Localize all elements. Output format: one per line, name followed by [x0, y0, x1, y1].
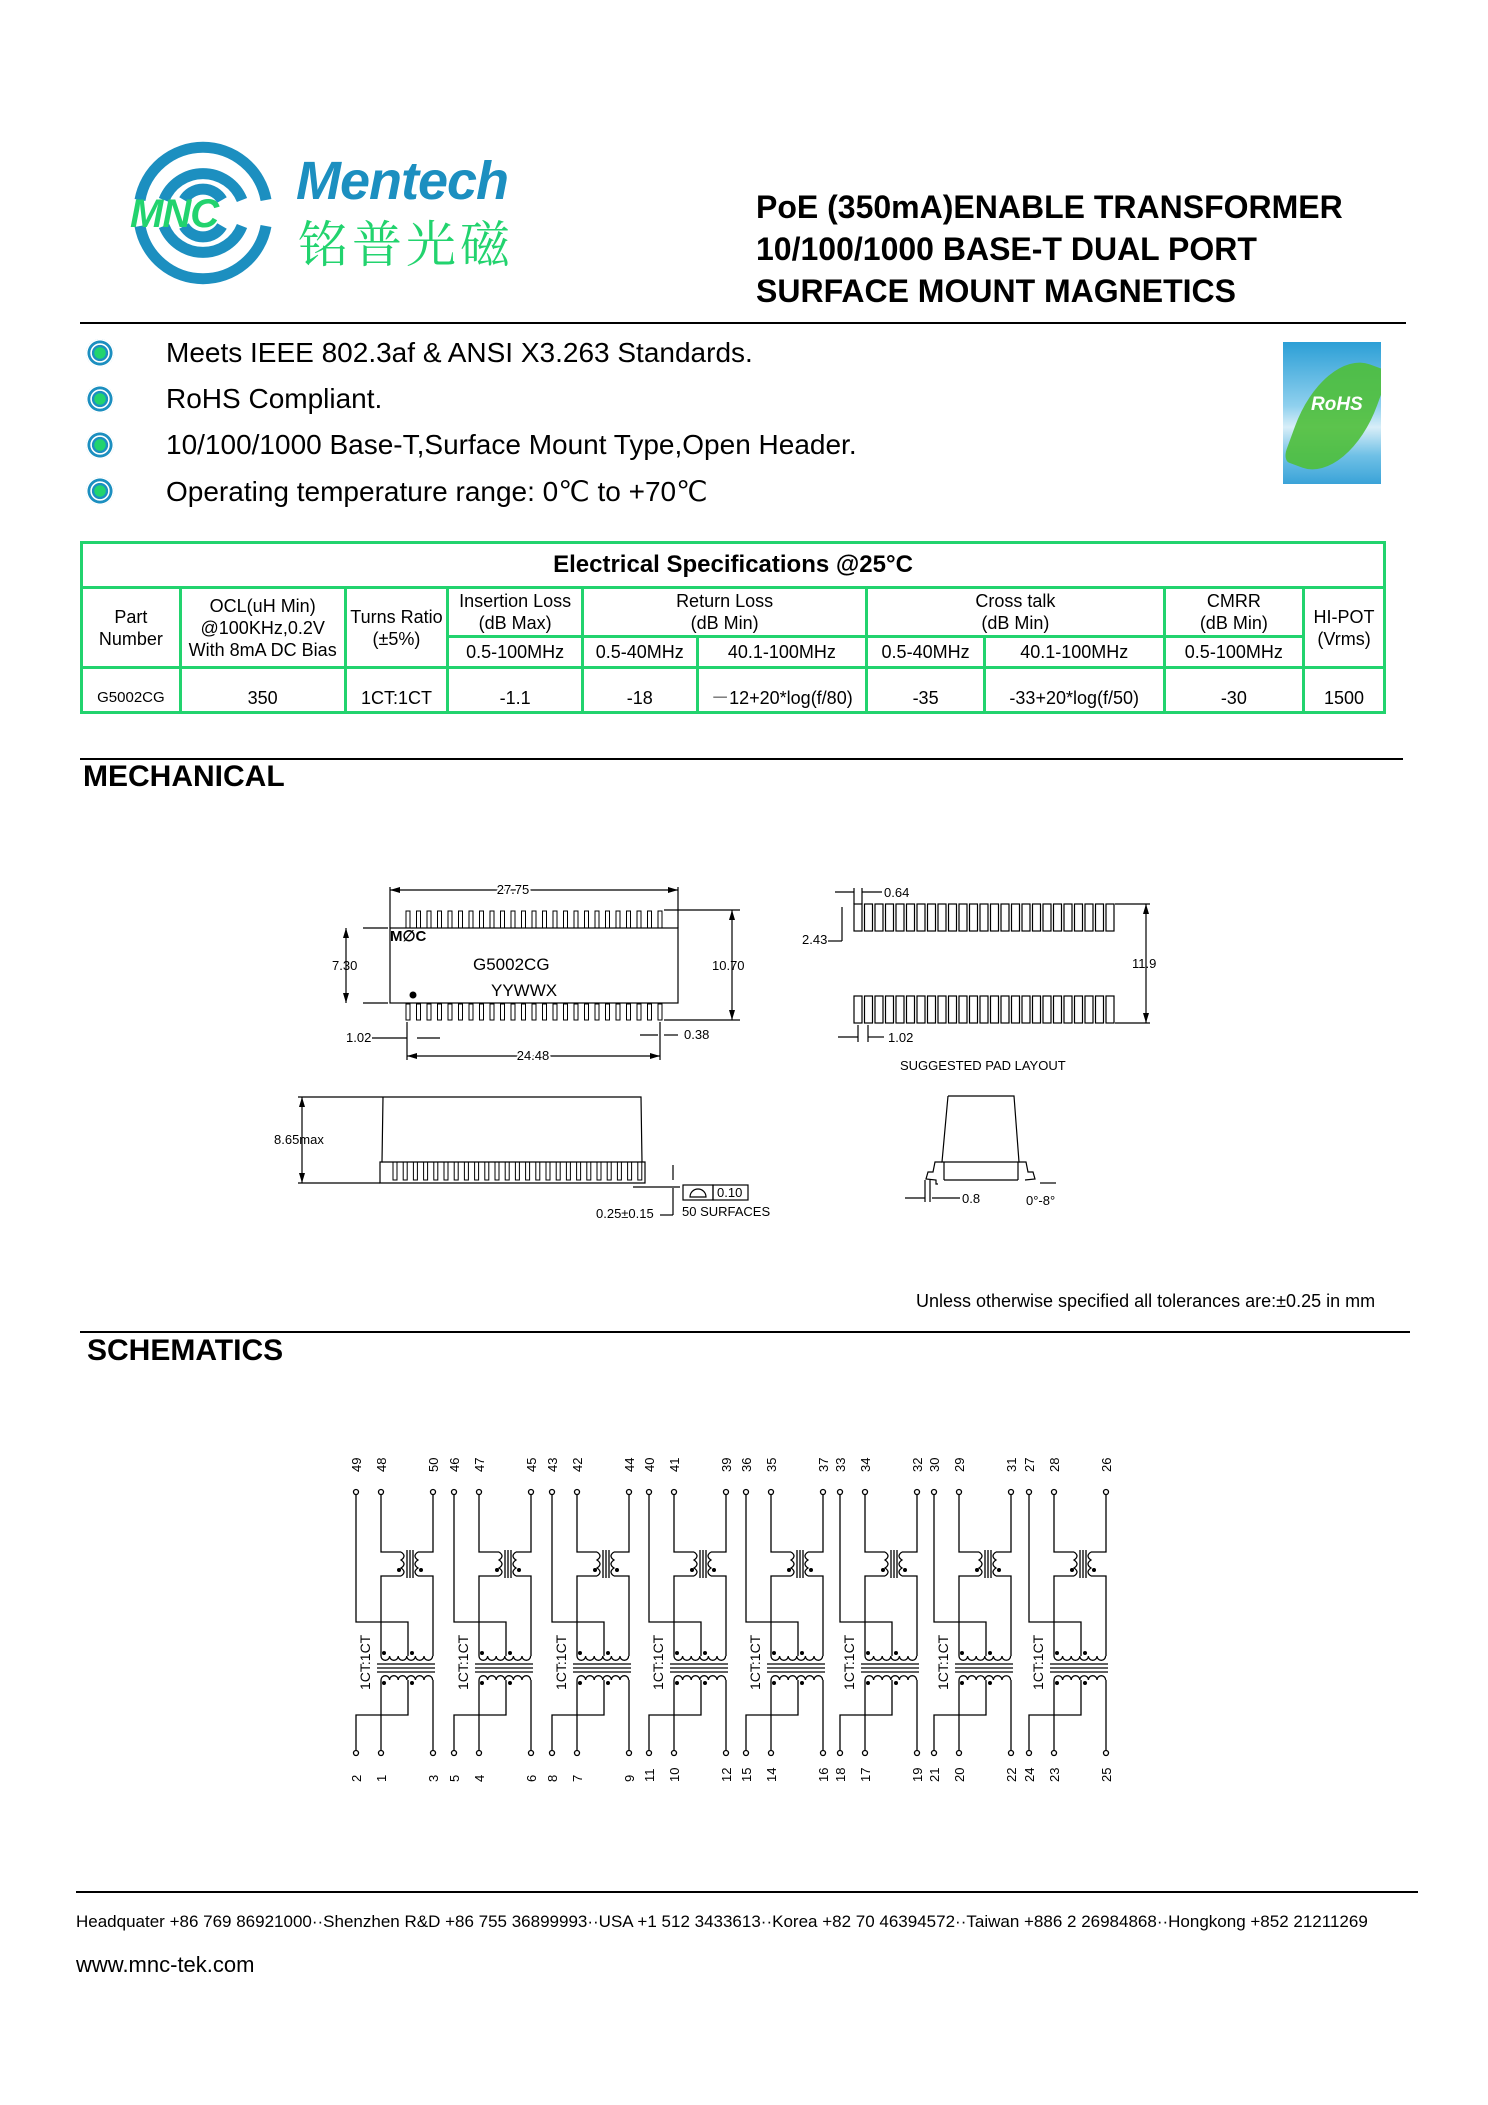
svg-text:50 SURFACES: 50 SURFACES	[682, 1204, 771, 1219]
svg-text:1CT:1CT: 1CT:1CT	[553, 1634, 569, 1690]
subheader-ct-high: 40.1-100MHz	[984, 637, 1164, 668]
svg-text:2.43: 2.43	[802, 932, 828, 947]
cell-ct-high: -33+20*log(f/50)	[984, 668, 1164, 713]
svg-text:1.02: 1.02	[888, 1030, 914, 1045]
svg-text:1CT:1CT: 1CT:1CT	[935, 1634, 951, 1690]
svg-text:1CT:1CT: 1CT:1CT	[747, 1634, 763, 1690]
footer-website-link[interactable]: www.mnc-tek.com	[76, 1952, 255, 1977]
svg-text:1CT:1CT: 1CT:1CT	[357, 1634, 373, 1690]
rohs-badge: RoHS	[1283, 342, 1381, 484]
side-view-drawing	[260, 1080, 820, 1230]
svg-text:33: 33	[833, 1457, 848, 1472]
feature-item: Meets IEEE 802.3af & ANSI X3.263 Standards.	[86, 330, 857, 376]
cell-part: G5002CG	[82, 668, 181, 713]
subheader-ct-low: 0.5-40MHz	[867, 637, 985, 668]
svg-text:7: 7	[570, 1774, 585, 1782]
brand-name: Mentech	[296, 151, 509, 211]
cell-turns: 1CT:1CT	[345, 668, 448, 713]
svg-text:48: 48	[374, 1457, 389, 1472]
title-line: 10/100/1000 BASE-T DUAL PORT	[756, 231, 1257, 267]
cell-cmrr: -30	[1164, 668, 1304, 713]
cell-rl-low: -18	[582, 668, 697, 713]
mnc-bullet-icon	[86, 385, 114, 413]
svg-text:26: 26	[1099, 1457, 1114, 1472]
svg-text:24: 24	[1022, 1767, 1037, 1782]
table-row	[82, 668, 1385, 713]
feature-item: 10/100/1000 Base-T,Surface Mount Type,Open Header.	[86, 422, 857, 468]
svg-text:1CT:1CT: 1CT:1CT	[1030, 1634, 1046, 1690]
svg-text:0.25±0.15: 0.25±0.15	[596, 1206, 654, 1221]
header-ocl: OCL(uH Min) @100KHz,0.2V With 8mA DC Bias	[180, 588, 345, 668]
logo-mark-text: MNC	[130, 192, 219, 236]
brand-name-cn: 铭普光磁	[298, 216, 514, 274]
svg-text:44: 44	[622, 1457, 637, 1472]
feature-list	[86, 330, 857, 514]
electrical-spec-table	[80, 541, 1386, 714]
svg-text:28: 28	[1047, 1457, 1062, 1472]
svg-text:18: 18	[833, 1767, 848, 1782]
header-hipot: HI-POT (Vrms)	[1304, 588, 1385, 668]
svg-text:47: 47	[472, 1457, 487, 1472]
svg-text:17: 17	[858, 1767, 873, 1782]
svg-text:11.9: 11.9	[1132, 956, 1157, 971]
svg-text:36: 36	[739, 1457, 754, 1472]
header-insertion-loss: Insertion Loss (dB Max)	[448, 588, 583, 637]
header-divider	[80, 322, 1406, 324]
subheader-il: 0.5-100MHz	[448, 637, 583, 668]
svg-text:29: 29	[952, 1457, 967, 1472]
title-line: PoE (350mA)ENABLE TRANSFORMER	[756, 189, 1343, 225]
header-part-number: Part Number	[82, 588, 181, 668]
svg-text:0.8: 0.8	[962, 1191, 981, 1206]
title-line: SURFACE MOUNT MAGNETICS	[756, 273, 1236, 309]
marking-logo: M∅C	[390, 928, 427, 945]
svg-text:27.75: 27.75	[496, 882, 530, 897]
svg-text:3: 3	[426, 1774, 441, 1782]
svg-text:23: 23	[1047, 1767, 1062, 1782]
svg-text:25: 25	[1099, 1767, 1114, 1782]
svg-text:8: 8	[545, 1774, 560, 1782]
svg-text:16: 16	[816, 1767, 831, 1782]
svg-text:22: 22	[1004, 1767, 1019, 1782]
svg-text:37: 37	[816, 1457, 831, 1472]
svg-text:35: 35	[764, 1457, 779, 1472]
subheader-cmrr: 0.5-100MHz	[1164, 637, 1304, 668]
svg-text:4: 4	[472, 1774, 487, 1782]
svg-text:31: 31	[1004, 1457, 1019, 1472]
section-heading-schematics: SCHEMATICS	[87, 1334, 284, 1367]
svg-text:0.64: 0.64	[884, 885, 910, 900]
cell-hipot: 1500	[1304, 668, 1385, 713]
svg-text:21: 21	[927, 1767, 942, 1782]
end-view-drawing	[880, 1080, 1080, 1220]
feature-item: RoHS Compliant.	[86, 376, 857, 422]
cell-il: -1.1	[448, 668, 583, 713]
tolerance-note: Unless otherwise specified all tolerances are:±0.25 in mm	[916, 1291, 1376, 1311]
svg-text:45: 45	[524, 1457, 539, 1472]
subheader-rl-low: 0.5-40MHz	[582, 637, 697, 668]
svg-text:43: 43	[545, 1457, 560, 1472]
svg-text:7.30: 7.30	[332, 958, 358, 973]
svg-text:12: 12	[719, 1767, 734, 1782]
svg-text:1CT:1CT: 1CT:1CT	[650, 1634, 666, 1690]
svg-text:39: 39	[719, 1457, 734, 1472]
svg-text:41: 41	[667, 1457, 682, 1472]
svg-text:40: 40	[642, 1457, 657, 1472]
svg-text:10: 10	[667, 1767, 682, 1782]
schematics-divider	[80, 1331, 1410, 1333]
svg-text:42: 42	[570, 1457, 585, 1472]
header-cmrr: CMRR (dB Min)	[1164, 588, 1304, 637]
svg-text:5: 5	[447, 1774, 462, 1782]
svg-text:2: 2	[349, 1774, 364, 1782]
section-heading-mechanical: MECHANICAL	[83, 760, 285, 793]
marking-date-code: YYWWX	[491, 981, 558, 1000]
svg-text:46: 46	[447, 1457, 462, 1472]
svg-text:1CT:1CT: 1CT:1CT	[455, 1634, 471, 1690]
header-cross-talk: Cross talk (dB Min)	[867, 588, 1164, 637]
svg-text:9: 9	[622, 1774, 637, 1782]
svg-text:6: 6	[524, 1774, 539, 1782]
mnc-bullet-icon	[86, 477, 114, 505]
svg-text:1: 1	[374, 1774, 389, 1782]
table-title: Electrical Specifications @25°C	[82, 543, 1385, 588]
document-title	[756, 186, 1343, 312]
svg-text:49: 49	[349, 1457, 364, 1472]
svg-text:0.10: 0.10	[717, 1185, 743, 1200]
svg-text:50: 50	[426, 1457, 441, 1472]
svg-text:0.38: 0.38	[684, 1027, 710, 1042]
pad-layout-drawing	[780, 870, 1180, 1080]
mnc-bullet-icon	[86, 339, 114, 367]
svg-text:1CT:1CT: 1CT:1CT	[841, 1634, 857, 1690]
mnc-bullet-icon	[86, 431, 114, 459]
svg-text:10.70: 10.70	[712, 958, 745, 973]
svg-text:32: 32	[910, 1457, 925, 1472]
svg-text:11: 11	[642, 1768, 657, 1782]
cell-ocl: 350	[180, 668, 345, 713]
cell-ct-low: -35	[867, 668, 985, 713]
svg-text:34: 34	[858, 1457, 873, 1472]
schematic-drawing	[340, 1450, 1140, 1810]
footer-contacts: Headquater +86 769 86921000··Shenzhen R&D +86 755 36899993··USA +1 512 3433613··Korea +82 70 46394572··Taiwan +886 2 26984868··Hongkong +852 21211269	[76, 1912, 1368, 1931]
svg-text:8.65max: 8.65max	[274, 1132, 324, 1147]
feature-item: Operating temperature range: 0℃ to +70℃	[86, 468, 857, 514]
top-view-drawing	[260, 870, 760, 1070]
svg-text:19: 19	[910, 1767, 925, 1782]
svg-text:14: 14	[764, 1767, 779, 1782]
svg-text:27: 27	[1022, 1457, 1037, 1472]
cell-rl-high: －12+20*log(f/80)	[697, 668, 867, 713]
svg-text:0°-8°: 0°-8°	[1026, 1193, 1056, 1208]
header-turns-ratio: Turns Ratio (±5%)	[345, 588, 448, 668]
footer-divider	[76, 1891, 1418, 1893]
svg-text:20: 20	[952, 1767, 967, 1782]
header-return-loss: Return Loss (dB Min)	[582, 588, 866, 637]
pad-layout-label: SUGGESTED PAD LAYOUT	[900, 1058, 1066, 1073]
svg-text:30: 30	[927, 1457, 942, 1472]
subheader-rl-high: 40.1-100MHz	[697, 637, 867, 668]
svg-text:15: 15	[739, 1767, 754, 1782]
svg-text:24.48: 24.48	[516, 1048, 550, 1063]
marking-part: G5002CG	[473, 955, 550, 974]
svg-text:1.02: 1.02	[346, 1030, 372, 1045]
